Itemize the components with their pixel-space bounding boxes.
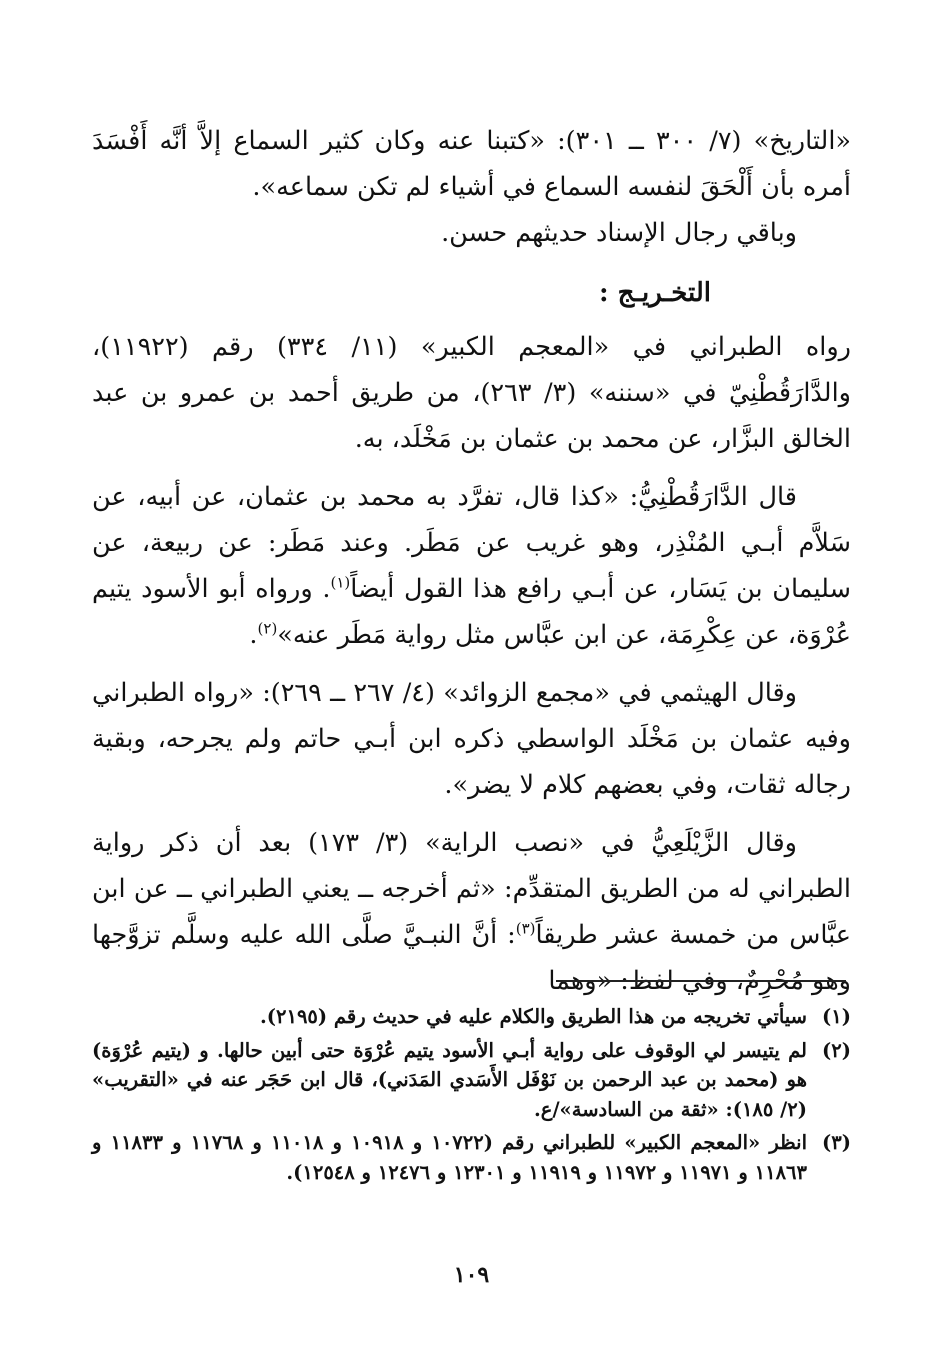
footnote-text: انظر «المعجم الكبير» للطبراني رقم (١٠٧٢٢ و ١٠٩١٨ و ١١٠١٨ و ١١٧٦٨ و ١١٨٣٣ و ١١٨٦٣ و ١١٩٧١ و ١١٩٧٢ و ١١٩١٩ و ١٢٣٠١ و ١٢٤٧٦ و ١٢٥٤٨). [92,1131,808,1184]
paragraph-tabarani: رواه الطبراني في «المعجم الكبير» (١١/ ٣٣٤) رقم (١١٩٢٢)، والدَّارَقُطْنِيّ في «سننه» (٣/ ٢٦٣)، من طريق أحمد بن عمرو بن عبد الخالق البزَّار، عن محمد بن عثمان بن مَخْلَد، به. [92,332,851,454]
footnote-text: سيأتي تخريجه من هذا الطريق والكلام عليه في حديث رقم (٢١٩٥). [260,1005,807,1028]
paragraph-isnad: وباقي رجال الإسناد حديثهم حسن. [441,218,797,248]
footnote-ref-3[interactable]: (٣) [515,919,536,938]
paragraph-tarikh: «التاريخ» (٧/ ٣٠٠ ــ ٣٠١): «كتبنا عنه وكان كثير السماع إلاَّ أنَّه أَفْسَدَ أمره بأن أَلْحَقَ لنفسه السماع في أشياء لم تكن سماعه». [92,126,852,202]
text-segment: : أنَّ النبـيَّ صلَّى الله عليه وسلَّم تزوَّجها وهو مُحْرِمٌ، وفي لفظ: «وهما [92,920,851,996]
footnote-number: (٢) [822,1038,851,1062]
footnote-number: (١) [822,1005,851,1028]
text-segment: . ورواه أبو الأسود يتيم عُرْوَة، عن عِكْرِمَة، عن ابن عبَّاس مثل رواية مَطَر عنه» [92,574,851,650]
footnote-2 [92,1036,851,1125]
page-number: ١٠٩ [453,1262,490,1288]
paragraph-zaylai [92,820,851,1004]
main-text [92,118,851,1004]
section-heading-takhrij: التخـريـج : [598,278,711,308]
text-segment: قال الدَّارَقُطْنِيُّ: «كذا قال، تفرَّد به محمد بن عثمان، عن أبيه، عن سَلاَّم أبـي المُنْذِر، وهو غريب عن مَطَر. وعند مَطَر: عن ربيعة، عن سليمان بن يَسَار، عن أبـي رافع هذا القول أيضاً [92,482,851,604]
text-segment: . [249,620,258,650]
footnote-ref-1[interactable]: (١) [330,573,351,592]
footnote-1 [92,1002,851,1032]
footnote-text: لم يتيسر لي الوقوف على رواية أبـي الأسود يتيم عُرْوَة حتى أبين حالها. و (يتيم عُرْوَة) هو (محمد بن عبد الرحمن بن نَوْفَل الأَسَدي المَدَني)، قال ابن حَجَر عنه في «التقريب» (٢/ ١٨٥): «ثقة من السادسة»/ع. [92,1038,807,1121]
paragraph-haythami: وقال الهيثمي في «مجمع الزوائد» (٤/ ٢٦٧ ــ ٢٦٩): «رواه الطبراني وفيه عثمان بن مَخْلَد الواسطي ذكره ابن أبـي حاتم ولم يجرحه، وبقية رجاله ثقات، وفي بعضهم كلام لا يضر». [92,678,851,800]
footnotes [92,1002,851,1191]
text-segment: وقال الزَّيْلَعِيُّ في «نصب الراية» (٣/ ١٧٣) بعد أن ذكر رواية الطبراني له من الطريق المتقدِّم: «ثم أخرجه ــ يعني الطبراني ــ عن ابن عبَّاس من خمسة عشر طريقاً [92,828,852,950]
footnote-3 [92,1128,851,1187]
footnote-ref-2[interactable]: (٢) [257,619,278,638]
paragraph-daraqutni [92,474,851,658]
footnote-number: (٣) [822,1131,851,1154]
footnote-separator [556,980,846,982]
